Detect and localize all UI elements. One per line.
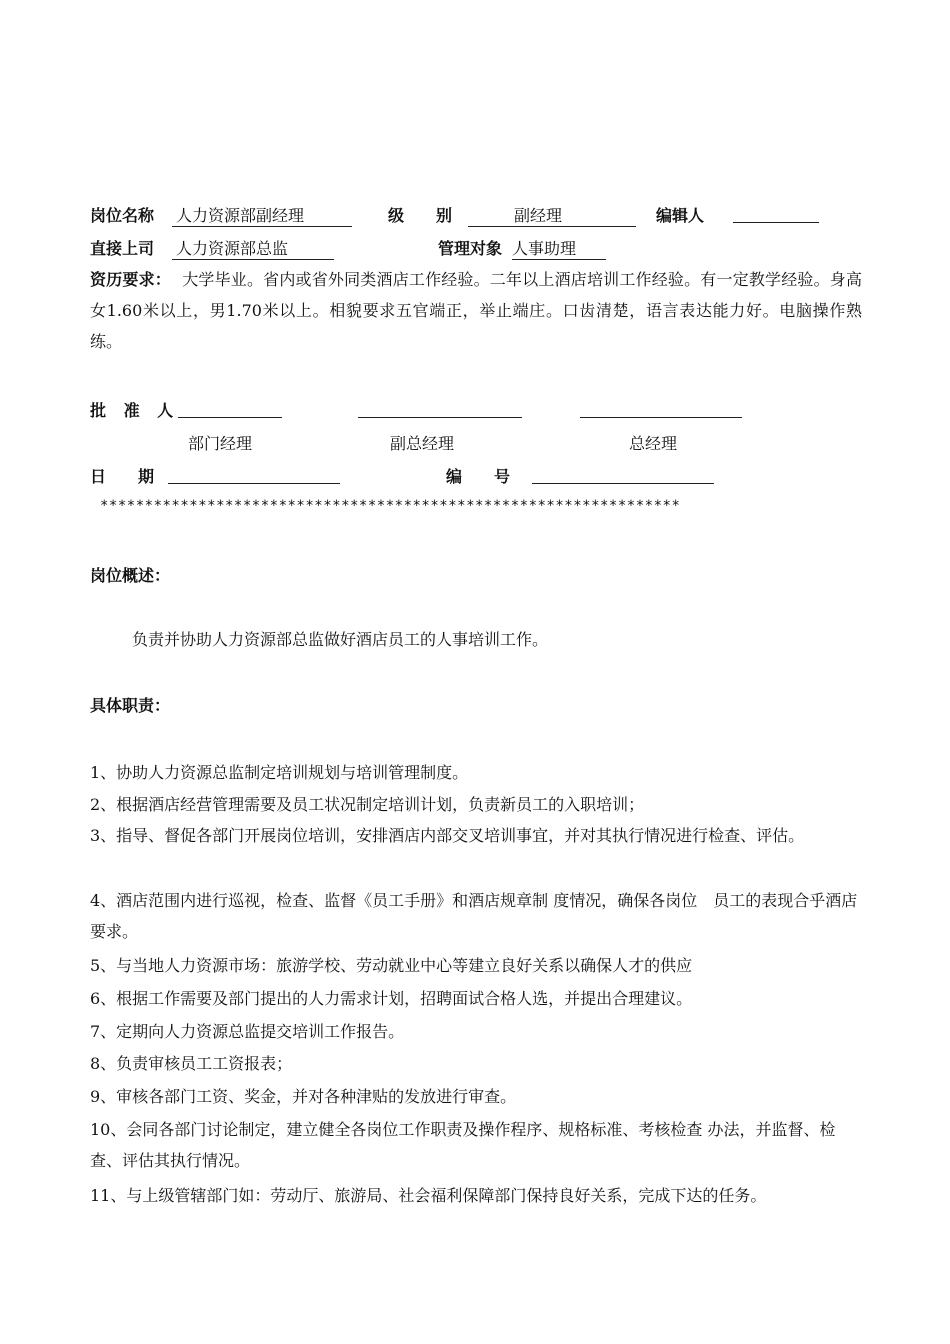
- manage-label: 管理对象: [438, 239, 503, 258]
- qualification-label: 资历要求：: [90, 270, 171, 289]
- number-label: 编 号: [446, 467, 511, 486]
- approver-label: 批 准 人: [90, 401, 180, 420]
- date-label: 日 期: [90, 467, 155, 486]
- summary-text: 负责并协助人力资源部总监做好酒店员工的人事培训工作。: [132, 630, 549, 649]
- duty-item: 2、根据酒店经营管理需要及员工状况制定培训计划，负责新员工的入职培训；: [90, 795, 645, 814]
- dept-manager-caption: 部门经理: [188, 434, 253, 453]
- separator-stars: *****************************************************************: [100, 498, 681, 514]
- qualification-text: 大学毕业。省内或省外同类酒店工作经验。二年以上酒店培训工作经验。有一定教学经验。身高女1.60米以上，男1.70米以上。相貌要求五官端正，举止端庄。口齿清楚，语言表达能力好。电脑操作熟练。: [90, 270, 862, 351]
- deputy-gm-caption: 副总经理: [390, 434, 455, 453]
- summary-title: 岗位概述：: [90, 566, 171, 585]
- level-value: 副经理: [468, 203, 636, 227]
- duty-item: 10、会同各部门讨论制定，建立健全各岗位工作职责及操作程序、规格标准、考核检查 办法，并监督、检查、评估其执行情况。: [90, 1120, 836, 1170]
- duties-title: 具体职责：: [90, 696, 171, 715]
- duty-item: 6、根据工作需要及部门提出的人力需求计划，招聘面试合格人选，并提出合理建议。: [90, 989, 693, 1008]
- supervisor-value: 人力资源部总监: [172, 236, 334, 260]
- duty-item: 5、与当地人力资源市场：旅游学校、劳动就业中心等建立良好关系以确保人才的供应: [90, 956, 693, 975]
- number-line: [532, 464, 714, 484]
- level-label: 级 别: [388, 206, 453, 225]
- editor-label: 编辑人: [656, 206, 705, 225]
- duty-item: 7、定期向人力资源总监提交培训工作报告。: [90, 1022, 405, 1041]
- manage-value: 人事助理: [512, 236, 606, 260]
- approver-line-2: [358, 398, 522, 418]
- gm-caption: 总经理: [629, 434, 678, 453]
- duty-item: 3、指导、督促各部门开展岗位培训，安排酒店内部交叉培训事宜，并对其执行情况进行检查、评估。: [90, 826, 805, 845]
- editor-value: [733, 203, 819, 223]
- duty-item: 8、负责审核员工工资报表；: [90, 1054, 293, 1073]
- supervisor-label: 直接上司: [90, 239, 155, 258]
- approver-line-1: [178, 398, 282, 418]
- post-name-label: 岗位名称: [90, 206, 155, 225]
- approver-line-3: [580, 398, 742, 418]
- duty-item: 11、与上级管辖部门如：劳动厅、旅游局、社会福利保障部门保持良好关系，完成下达的任务。: [90, 1186, 767, 1205]
- date-line: [168, 464, 340, 484]
- duty-item: 9、审核各部门工资、奖金，并对各种津贴的发放进行审查。: [90, 1087, 517, 1106]
- qualification-block: [90, 264, 862, 357]
- duty-item: 1、协助人力资源总监制定培训规划与培训管理制度。: [90, 763, 469, 782]
- duty-item: 4、酒店范围内进行巡视，检查、监督《员工手册》和酒店规章制 度情况，确保各岗位 员工的表现合乎酒店要求。: [90, 891, 858, 941]
- post-name-value: 人力资源部副经理: [172, 203, 352, 227]
